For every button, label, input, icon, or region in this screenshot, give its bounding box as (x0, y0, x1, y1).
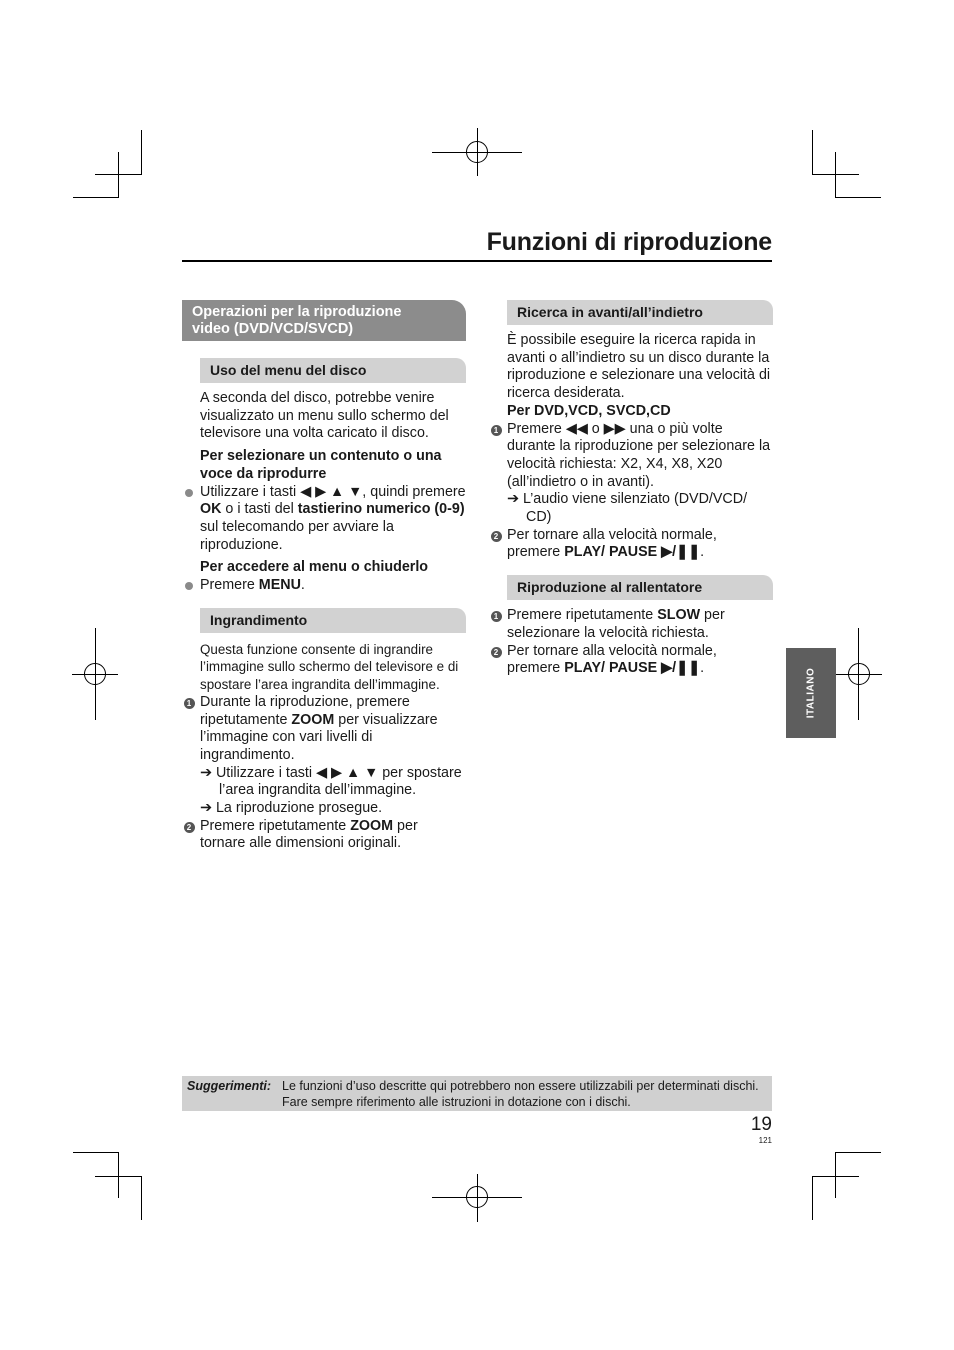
step-number-1-icon: 1 (491, 611, 502, 622)
language-tab (786, 648, 836, 738)
page-number: 19 (750, 1114, 772, 1135)
zoom-step-1: 1 Durante la riproduzione, premere ripetutamente ZOOM per visualizzare l’immagine con vari livelli di ingrandimento. (182, 694, 466, 765)
search-step-1: 1 Premere ◀◀ o ▶▶ una o più volte durante la riproduzione per selezionare la velocità richiesta: X2, X4, X8, X20 (all’indietro o in avanti). (489, 421, 773, 492)
zoom-step-2: 2 Premere ripetutamente ZOOM per tornare alle dimensioni originali. (182, 818, 466, 853)
search-heading: Ricerca in avanti/all’indietro (507, 300, 773, 325)
step-number-2-icon: 2 (491, 531, 502, 542)
menu-intro: A seconda del disco, potrebbe venire visualizzato un menu sullo schermo del televisore una volta caricato il disco. (200, 390, 449, 442)
tips-box (182, 1076, 772, 1111)
bullet-icon (185, 582, 193, 590)
step-number-1-icon: 1 (184, 698, 195, 709)
language-tab-label: ITALIANO (805, 667, 817, 719)
bullet-icon (185, 489, 193, 497)
zoom-intro: Questa funzione consente di ingrandire l’immagine sullo schermo del televisore e di spostare l’area ingrandita dell’immagine. (200, 641, 459, 693)
tips-line-1: Le funzioni d’uso descritte qui potrebbero non essere utilizzabili per determinati dischi. (282, 1079, 759, 1093)
step-number-2-icon: 2 (184, 822, 195, 833)
title-rule (182, 260, 772, 262)
search-note: ➔ L’audio viene silenziato (DVD/VCD/ CD) (507, 491, 748, 526)
tips-line-2: Fare sempre riferimento alle istruzioni in dotazione con i dischi. (282, 1095, 631, 1109)
search-intro: È possibile eseguire la ricerca rapida in avanti o all’indietro su un disco durante la riproduzione e selezionare una velocità di ricerca desiderata. (507, 332, 771, 402)
access-heading: Per accedere al menu o chiuderlo (200, 559, 429, 576)
right-column (489, 300, 773, 678)
slow-step-1: 1 Premere ripetutamente SLOW per selezionare la velocità richiesta. (489, 607, 773, 642)
select-heading: Per selezionare un contenuto o una voce da riprodurre (200, 448, 442, 482)
section-title-line2: video (DVD/VCD/SVCD) (192, 320, 354, 337)
search-for: Per DVD,VCD, SVCD,CD (507, 402, 671, 419)
zoom-note-2: ➔ La riproduzione prosegue. (200, 800, 383, 817)
page-sub-number: 121 (758, 1136, 772, 1145)
zoom-heading: Ingrandimento (200, 608, 466, 633)
access-bullet: Premere MENU. (182, 577, 466, 595)
search-step-2: 2 Per tornare alla velocità normale, premere PLAY/ PAUSE ▶/❚❚. (489, 527, 773, 562)
page-title: Funzioni di riproduzione (486, 228, 772, 256)
slow-heading: Riproduzione al rallentatore (507, 575, 773, 600)
tips-text (282, 1078, 770, 1110)
select-bullet: Utilizzare i tasti ◀ ▶ ▲ ▼, quindi premere OK o i tasti del tastierino numerico (0-9) sul telecomando per avviare la riproduzione. (182, 484, 466, 555)
step-number-1-icon: 1 (491, 425, 502, 436)
menu-heading: Uso del menu del disco (200, 358, 466, 383)
tips-label: Suggerimenti: (187, 1079, 272, 1093)
slow-step-2: 2 Per tornare alla velocità normale, premere PLAY/ PAUSE ▶/❚❚. (489, 643, 773, 678)
left-column (182, 300, 466, 853)
zoom-note-1: ➔ Utilizzare i tasti ◀ ▶ ▲ ▼ per spostare l’area ingrandita dell’immagine. (200, 764, 462, 799)
section-title-line1: Operazioni per la riproduzione (192, 304, 402, 320)
step-number-2-icon: 2 (491, 647, 502, 658)
section-title (182, 300, 466, 341)
